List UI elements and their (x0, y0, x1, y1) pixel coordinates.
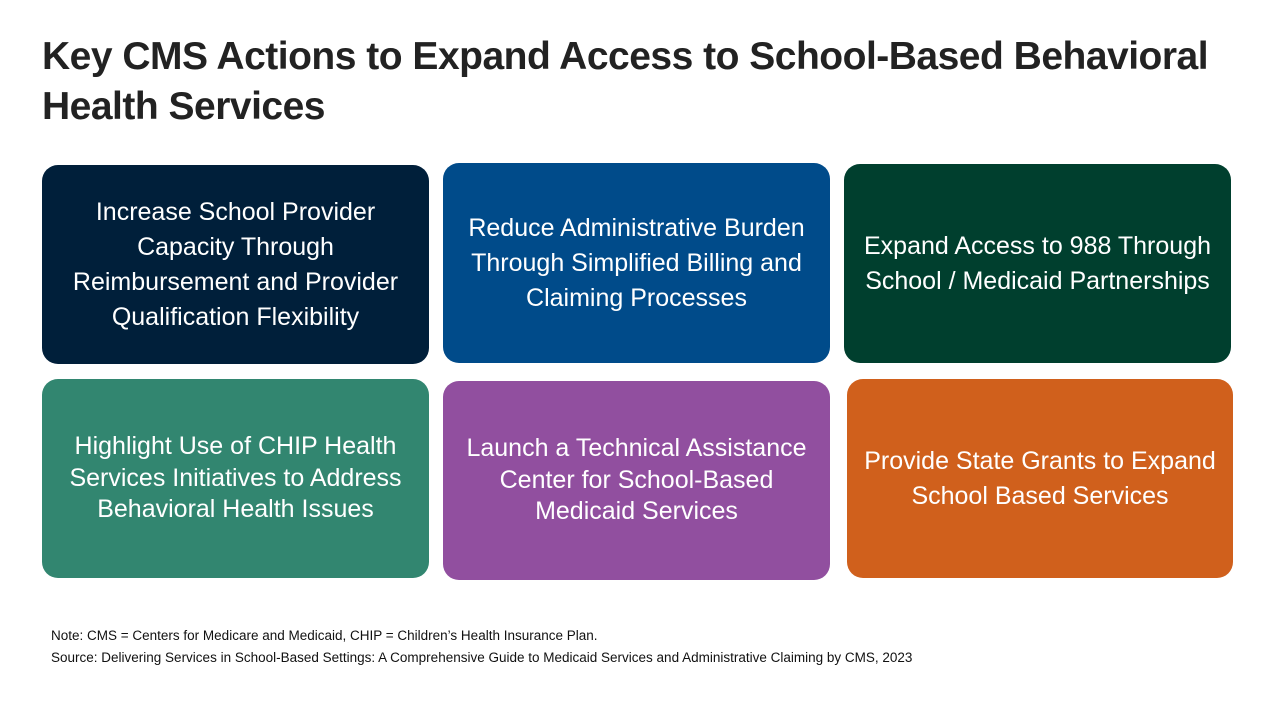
action-card-chip-initiatives (42, 379, 429, 578)
action-card-text: Increase School Provider Capacity Through Reimbursement and Provider Qualification Flexibility (72, 197, 399, 331)
action-card-988-access (844, 164, 1231, 363)
footnotes (51, 625, 1231, 669)
action-card-text: Provide State Grants to Expand School Based Services (864, 446, 1216, 510)
action-card-text: Highlight Use of CHIP Health Services Initiatives to Address Behavioral Health Issues (69, 432, 402, 524)
note-text: Note: CMS = Centers for Medicare and Medicaid, CHIP = Children’s Health Insurance Plan. (51, 628, 598, 643)
page-title: Key CMS Actions to Expand Access to School-Based Behavioral Health Services (42, 35, 1209, 128)
action-card-provider-capacity (42, 165, 429, 364)
action-card-text: Reduce Administrative Burden Through Simplified Billing and Claiming Processes (468, 213, 805, 312)
action-card-state-grants (847, 379, 1233, 578)
action-card-text: Expand Access to 988 Through School / Medicaid Partnerships (864, 231, 1211, 295)
source-text: Source: Delivering Services in School-Based Settings: A Comprehensive Guide to Medicaid Services and Administrative Claiming by CMS, 2023 (51, 650, 913, 665)
action-card-text: Launch a Technical Assistance Center for School-Based Medicaid Services (466, 434, 807, 526)
action-card-administrative-burden (443, 163, 830, 363)
action-card-technical-assistance (443, 381, 830, 580)
